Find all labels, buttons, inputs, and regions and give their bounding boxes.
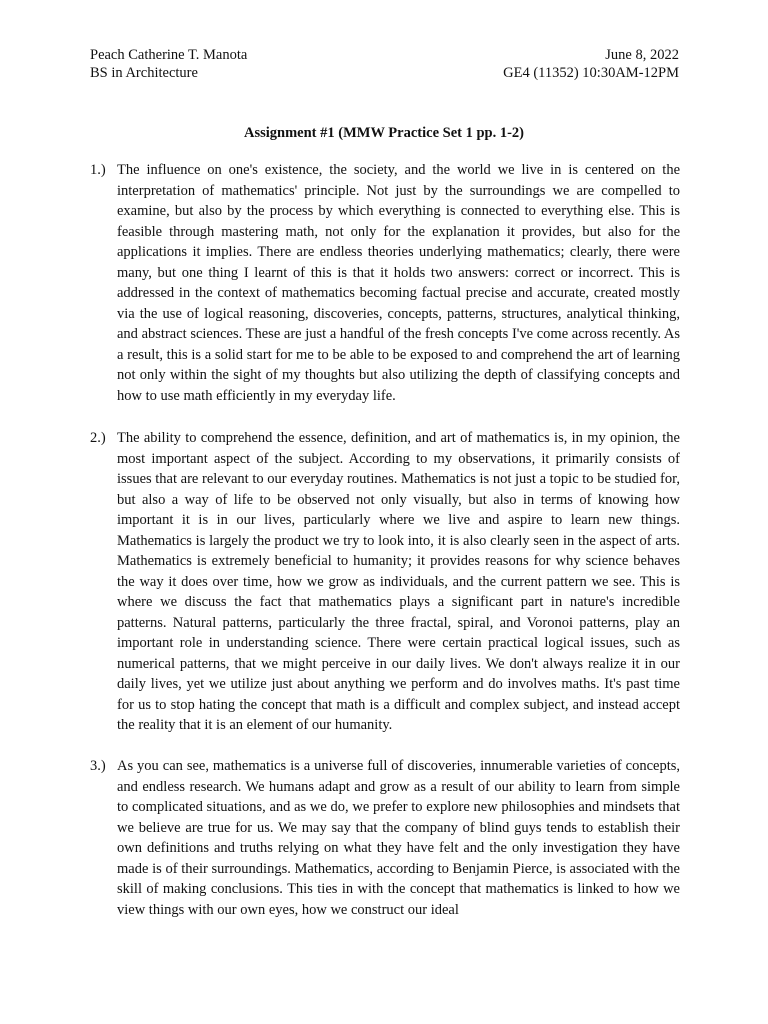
numbered-paragraph	[90, 756, 680, 920]
author-program: BS in Architecture	[90, 65, 198, 81]
numbered-paragraph	[90, 428, 680, 736]
paragraph-number: 3.)	[90, 758, 106, 774]
assignment-title: Assignment #1 (MMW Practice Set 1 pp. 1-2)	[243, 125, 525, 141]
author-name: Peach Catherine T. Manota	[90, 47, 248, 63]
course-info: GE4 (11352) 10:30AM-12PM	[503, 65, 679, 81]
header-right	[503, 46, 679, 82]
paragraph-number: 1.)	[90, 162, 106, 178]
paragraph-text: The ability to comprehend the essence, definition, and art of mathematics is, in my opinion, the most important aspect of the subject. According to my observations, it primarily consists of issues that are relevant to our everyday routines. Mathematics is not just a topic to be studied for, but also a way of life to be observed not only visually, but also in terms of knowing how important it is in our lives, particularly where we live and aspire to learn new things. Mathematics is largely the product we try to look into, it is also clearly seen in the aspect of arts. Mathematics is extremely beneficial to humanity; it provides reasons for why science behaves the way it does over time, how we grow as individuals, and the current pattern we see. This is where we discuss the fact that mathematics plays a significant part in nature's incredible patterns. Natural patterns, particularly the three fractal, spiral, and Voronoi patterns, play an important role in understanding science. There were certain practical logical issues, such as numerical patterns, that we might perceive in our daily lives. We don't always realize it in our daily lives, yet we utilize just about anything we perform and do involves maths. It's past time for us to stop hating the concept that math is a difficult and complex subject, and instead accept the reality that it is an element of our humanity.	[117, 430, 680, 733]
header-left	[90, 46, 247, 82]
document-date: June 8, 2022	[605, 47, 679, 63]
paragraph-text: The influence on one's existence, the society, and the world we live in is centered on the interpretation of mathematics' principle. Not just by the surroundings we are compelled to examine, but also by the process by which everything is connected to everything else. This is feasible through mastering math, not only for the explanation it provides, but also for the applications it implies. There are endless theories underlying mathematics; clearly, there were many, but one thing I learnt of this is that it holds two answers: correct or incorrect. This is addressed in the context of mathematics becoming factual precise and accurate, created mostly via the use of logical reasoning, discoveries, concepts, patterns, structures, analytical thinking, and abstract sciences. These are just a handful of the fresh concepts I've come across recently. As a result, this is a solid start for me to be able to be exposed to and comprehend the art of learning not only within the sight of my thoughts but also utilizing the depth of classifying concepts and how to use math efficiently in my everyday life.	[117, 162, 680, 404]
paragraph-text: As you can see, mathematics is a universe full of discoveries, innumerable varieties of concepts, and endless research. We humans adapt and grow as a result of our ability to learn from simple to complicated situations, and as we do, we prefer to explore new philosophies and mindsets that we believe are true for us. We may say that the company of blind guys tends to establish their own definitions and truths relying on what they have felt and the only investigation they have made is of their surroundings. Mathematics, according to Benjamin Pierce, is associated with the skill of making conclusions. This ties in with the concept that mathematics is linked to how we view things with our own eyes, how we construct our ideal	[117, 758, 680, 918]
numbered-paragraph	[90, 160, 680, 406]
paragraph-number: 2.)	[90, 430, 106, 446]
